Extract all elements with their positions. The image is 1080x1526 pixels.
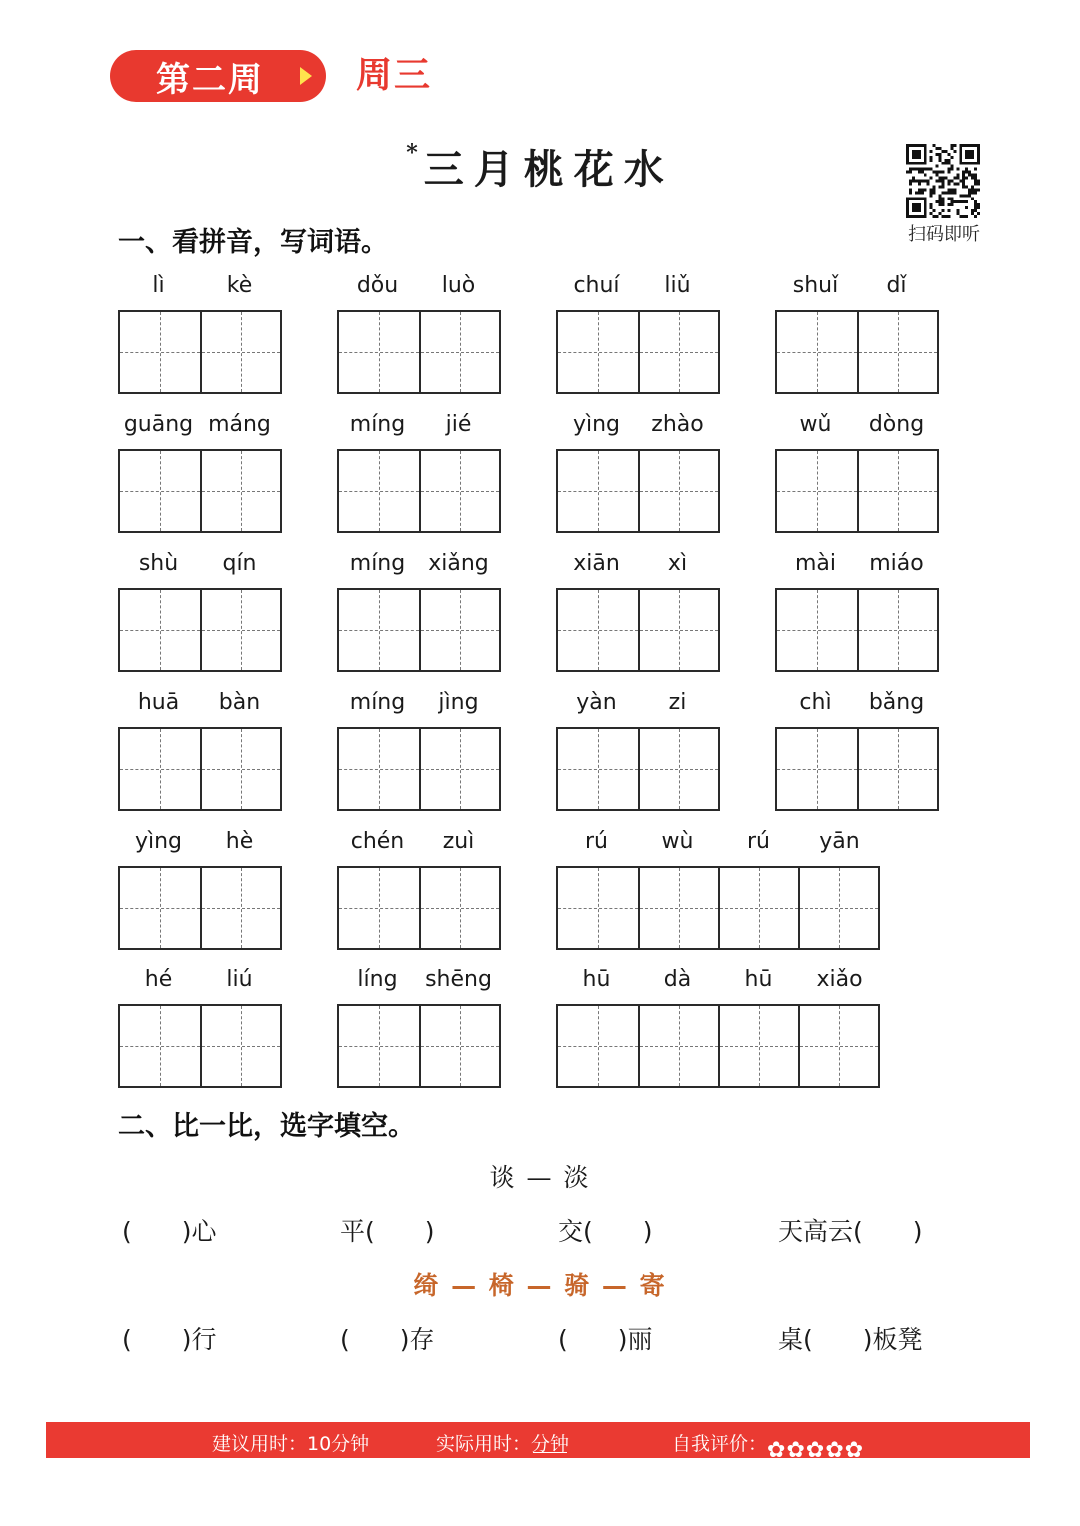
tianzige-cell[interactable]: [339, 590, 419, 670]
pinyin-row: [775, 550, 937, 578]
tianzige-cell[interactable]: [558, 451, 638, 531]
pinyin-syllable: luò: [441, 273, 476, 298]
pinyin-syllable: míng: [349, 412, 406, 437]
tianzige-cell[interactable]: [200, 729, 280, 809]
pinyin-syllable: hū: [744, 967, 773, 992]
writing-grid: [775, 727, 939, 811]
pinyin-syllable: dǐ: [886, 273, 907, 298]
actual-time-unit: 分钟: [531, 1433, 570, 1455]
pinyin-row: [775, 411, 937, 439]
writing-grid: [118, 727, 282, 811]
tianzige-cell[interactable]: [558, 312, 638, 392]
tianzige-cell[interactable]: [200, 451, 280, 531]
tianzige-cell[interactable]: [419, 451, 499, 531]
writing-grid: [337, 866, 501, 950]
pinyin-syllable: bǎng: [868, 690, 925, 715]
tianzige-cell[interactable]: [200, 1006, 280, 1086]
pinyin-row: [775, 272, 937, 300]
pinyin-syllable: wù: [661, 829, 694, 854]
tianzige-cell[interactable]: [777, 312, 857, 392]
pinyin-row: [775, 689, 937, 717]
tianzige-cell[interactable]: [638, 590, 718, 670]
pinyin-syllable: dǒu: [356, 273, 399, 298]
pinyin-row: [556, 689, 718, 717]
writing-grid: [556, 1004, 880, 1088]
self-eval-label: 自我评价：: [672, 1433, 768, 1455]
tianzige-cell[interactable]: [777, 590, 857, 670]
tianzige-cell[interactable]: [339, 451, 419, 531]
pinyin-row: [337, 689, 499, 717]
tianzige-cell[interactable]: [638, 868, 718, 948]
writing-grid: [118, 449, 282, 533]
pinyin-syllable: máng: [208, 412, 271, 437]
pinyin-syllable: jié: [445, 412, 472, 437]
fill-blank-2-1[interactable]: ( )行: [122, 1325, 217, 1354]
tianzige-cell[interactable]: [857, 312, 937, 392]
pinyin-syllable: xiān: [573, 551, 620, 576]
pinyin-row: [118, 828, 280, 856]
pinyin-syllable: chuí: [573, 273, 620, 298]
pinyin-syllable: míng: [349, 551, 406, 576]
tianzige-cell[interactable]: [339, 1006, 419, 1086]
pinyin-syllable: hé: [144, 967, 173, 992]
pinyin-syllable: xiǎo: [816, 967, 863, 992]
section2-heading: 二、比一比，选字填空。: [118, 1111, 415, 1142]
play-arrow-icon: [300, 67, 312, 85]
tianzige-cell[interactable]: [857, 590, 937, 670]
pinyin-syllable: rú: [585, 829, 608, 854]
pinyin-row: [556, 272, 718, 300]
fill-blank-2-3[interactable]: ( )丽: [558, 1325, 653, 1354]
actual-time-label: 实际用时：: [436, 1433, 532, 1455]
actual-time: [436, 1429, 569, 1456]
compare-pair-2: 绮 — 椅 — 骑 — 寄: [413, 1271, 667, 1300]
tianzige-cell[interactable]: [558, 868, 638, 948]
fill-blank-2-4[interactable]: 桌( )板凳: [778, 1325, 923, 1354]
pinyin-row: [118, 550, 280, 578]
writing-grid: [556, 866, 880, 950]
writing-grid: [118, 866, 282, 950]
tianzige-cell[interactable]: [777, 451, 857, 531]
tianzige-cell[interactable]: [857, 451, 937, 531]
pinyin-syllable: míng: [349, 690, 406, 715]
writing-grid: [337, 1004, 501, 1088]
fill-blank-1-1[interactable]: ( )心: [122, 1217, 217, 1246]
fill-blank-1-2[interactable]: 平( ): [340, 1217, 435, 1246]
qr-caption: 扫码即听: [908, 224, 980, 245]
writing-grid: [337, 310, 501, 394]
pinyin-syllable: chì: [799, 690, 832, 715]
pinyin-syllable: yìng: [572, 412, 621, 437]
writing-grid: [775, 310, 939, 394]
pinyin-row: [556, 411, 718, 439]
pinyin-row: [337, 272, 499, 300]
qr-code-icon[interactable]: [906, 144, 980, 218]
lesson-title-text: 三月桃花水: [423, 146, 674, 193]
pinyin-row: [118, 966, 280, 994]
writing-grid: [556, 310, 720, 394]
actual-time-blank[interactable]: [533, 1436, 567, 1453]
tianzige-cell[interactable]: [558, 729, 638, 809]
tianzige-cell[interactable]: [339, 868, 419, 948]
tianzige-cell[interactable]: [339, 312, 419, 392]
pinyin-row: [118, 689, 280, 717]
tianzige-cell[interactable]: [120, 312, 200, 392]
pinyin-syllable: mài: [794, 551, 837, 576]
pinyin-syllable: zi: [668, 690, 687, 715]
self-evaluation: [672, 1429, 865, 1463]
pinyin-row: [556, 966, 880, 994]
tianzige-cell[interactable]: [120, 451, 200, 531]
pinyin-syllable: jìng: [438, 690, 479, 715]
tianzige-cell[interactable]: [798, 868, 878, 948]
tianzige-cell[interactable]: [200, 590, 280, 670]
pinyin-syllable: xiǎng: [428, 551, 489, 576]
pinyin-row: [556, 550, 718, 578]
pinyin-syllable: miáo: [869, 551, 924, 576]
pinyin-row: [556, 828, 880, 856]
title-star-mark: *: [406, 140, 418, 166]
suggested-time: 建议用时：10分钟: [212, 1433, 370, 1455]
footer-bar: [46, 1422, 1030, 1463]
pinyin-syllable: qín: [222, 551, 257, 576]
pinyin-syllable: huā: [137, 690, 180, 715]
section1-heading: 一、看拼音，写词语。: [118, 227, 388, 258]
fill-blank-1-4[interactable]: 天高云( ): [778, 1217, 923, 1246]
writing-grid: [337, 588, 501, 672]
tianzige-cell[interactable]: [777, 729, 857, 809]
pinyin-syllable: yàn: [576, 690, 617, 715]
tianzige-cell[interactable]: [419, 868, 499, 948]
tianzige-cell[interactable]: [120, 868, 200, 948]
day-label: 周三: [356, 55, 433, 96]
pinyin-row: [337, 966, 499, 994]
pinyin-syllable: rú: [747, 829, 770, 854]
pinyin-syllable: zhào: [651, 412, 704, 437]
pinyin-syllable: dòng: [868, 412, 925, 437]
pinyin-syllable: bàn: [218, 690, 261, 715]
pinyin-syllable: líng: [357, 967, 398, 992]
tianzige-cell[interactable]: [200, 312, 280, 392]
pinyin-row: [118, 411, 280, 439]
flower-rating-icon[interactable]: ✿✿✿✿✿: [767, 1438, 865, 1463]
week-label: 第二周: [156, 59, 264, 100]
tianzige-cell[interactable]: [558, 590, 638, 670]
tianzige-cell[interactable]: [120, 590, 200, 670]
tianzige-cell[interactable]: [120, 729, 200, 809]
pinyin-syllable: wǔ: [799, 412, 832, 437]
pinyin-syllable: shuǐ: [792, 273, 839, 298]
pinyin-syllable: yān: [819, 829, 860, 854]
pinyin-syllable: hè: [225, 829, 254, 854]
tianzige-cell[interactable]: [798, 1006, 878, 1086]
pinyin-row: [337, 828, 499, 856]
pinyin-syllable: xì: [667, 551, 688, 576]
tianzige-cell[interactable]: [638, 729, 718, 809]
tianzige-cell[interactable]: [718, 1006, 798, 1086]
writing-grid: [118, 588, 282, 672]
tianzige-cell[interactable]: [419, 1006, 499, 1086]
writing-grid: [118, 1004, 282, 1088]
pinyin-syllable: liǔ: [664, 273, 691, 298]
tianzige-cell[interactable]: [419, 312, 499, 392]
pinyin-syllable: dà: [663, 967, 692, 992]
pinyin-row: [118, 272, 280, 300]
writing-grid: [775, 449, 939, 533]
tianzige-cell[interactable]: [857, 729, 937, 809]
pinyin-row: [337, 411, 499, 439]
week-badge: [110, 50, 326, 102]
pinyin-syllable: shēng: [425, 967, 492, 992]
pinyin-syllable: guāng: [123, 412, 194, 437]
pinyin-row: [337, 550, 499, 578]
tianzige-cell[interactable]: [558, 1006, 638, 1086]
writing-grid: [556, 449, 720, 533]
compare-pair-1: 谈 — 淡: [489, 1163, 591, 1192]
tianzige-cell[interactable]: [419, 590, 499, 670]
pinyin-syllable: chén: [350, 829, 405, 854]
pinyin-syllable: kè: [226, 273, 253, 298]
pinyin-syllable: yìng: [134, 829, 183, 854]
tianzige-cell[interactable]: [638, 451, 718, 531]
writing-grid: [337, 449, 501, 533]
writing-grid: [118, 310, 282, 394]
writing-grid: [775, 588, 939, 672]
writing-grid: [337, 727, 501, 811]
pinyin-syllable: shù: [138, 551, 179, 576]
fill-blank-2-2[interactable]: ( )存: [340, 1325, 435, 1354]
tianzige-cell[interactable]: [638, 312, 718, 392]
pinyin-syllable: zuì: [442, 829, 475, 854]
pinyin-syllable: hū: [582, 967, 611, 992]
pinyin-syllable: liú: [226, 967, 253, 992]
writing-grid: [556, 588, 720, 672]
fill-blank-1-3[interactable]: 交( ): [558, 1217, 653, 1246]
tianzige-cell[interactable]: [419, 729, 499, 809]
writing-grid: [556, 727, 720, 811]
tianzige-cell[interactable]: [339, 729, 419, 809]
tianzige-cell[interactable]: [718, 868, 798, 948]
pinyin-syllable: lì: [152, 273, 165, 298]
tianzige-cell[interactable]: [638, 1006, 718, 1086]
tianzige-cell[interactable]: [120, 1006, 200, 1086]
tianzige-cell[interactable]: [200, 868, 280, 948]
